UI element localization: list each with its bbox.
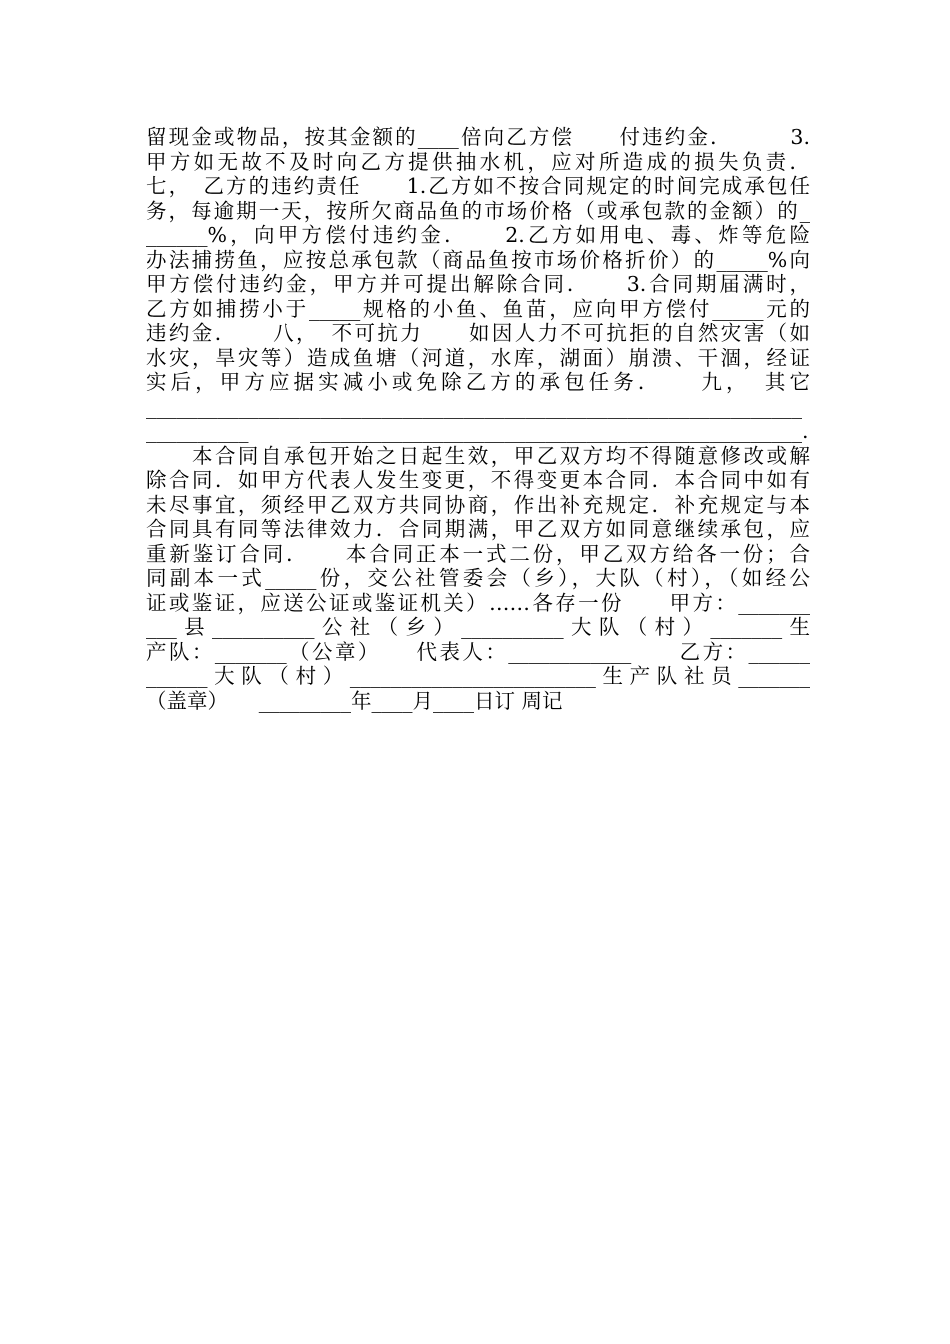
text-line-22: 产队：_______（公章） 代表人：____________ 乙方：______ [146, 639, 810, 664]
text-line-8: 乙方如捕捞小于_____规格的小鱼、鱼苗，应向甲方偿付_____元的 [146, 296, 810, 321]
text-line-16: 未尽事宜，须经甲乙双方共同协商，作出补充规定．补充规定与本 [146, 492, 810, 517]
text-line-20: 证或鉴证，应送公证或鉴证机关）……各存一份 甲方：_______ [146, 590, 810, 615]
text-line-3: 七， 乙方的违约责任 1.乙方如不按合同规定的时间完成承包任 [146, 174, 810, 198]
text-line-19: 同副本一式_____份，交公社管委会（乡），大队（村），（如经公 [146, 566, 810, 590]
text-line-9: 违约金． 八， 不可抗力 如因人力不可抗拒的自然灾害（如 [146, 321, 810, 345]
text-line-14: 本合同自承包开始之日起生效，甲乙双方均不得随意修改或解 [146, 443, 810, 468]
text-line-12: ________________________________________________________________ [146, 394, 802, 419]
text-line-10: 水灾，旱灾等）造成鱼塘（河道，水库，湖面）崩溃、干涸，经证 [146, 345, 810, 370]
text-line-7: 甲方偿付违约金，甲方并可提出解除合同． 3.合同期届满时， [146, 272, 810, 296]
text-line-15: 除合同．如甲方代表人发生变更，不得变更本合同．本合同中如有 [146, 468, 810, 492]
text-line-21: ___县__________公社（乡）__________大队（村）_______生 [146, 615, 810, 639]
text-line-11: 实后，甲方应据实减小或免除乙方的承包任务． 九， 其它 [146, 370, 810, 394]
text-line-4: 务，每逾期一天，按所欠商品鱼的市场价格（或承包款的金额）的_ [146, 198, 810, 223]
text-line-13: __________ ________________________________________________. [146, 419, 809, 443]
document-page [146, 125, 810, 713]
text-line-23: ______大队（村）________________________生产队社员_______ [146, 664, 810, 688]
text-line-18: 重新鉴订合同． 本合同正本一式二份，甲乙双方给各一份；合 [146, 541, 810, 566]
text-line-2: 甲方如无故不及时向乙方提供抽水机，应对所造成的损失负责． [146, 149, 810, 174]
text-line-6: 办法捕捞鱼，应按总承包款（商品鱼按市场价格折价）的_____%向 [146, 247, 810, 272]
text-line-5: ______%，向甲方偿付违约金． 2.乙方如用电、毒、炸等危险 [146, 223, 810, 247]
text-line-17: 合同具有同等法律效力．合同期满，甲乙双方如同意继续承包，应 [146, 517, 810, 541]
text-line-24: （盖章） _________年____月____日订 周记 [146, 688, 563, 713]
text-line-1: 留现金或物品，按其金额的____倍向乙方偿 付违约金． 3. [146, 125, 810, 149]
